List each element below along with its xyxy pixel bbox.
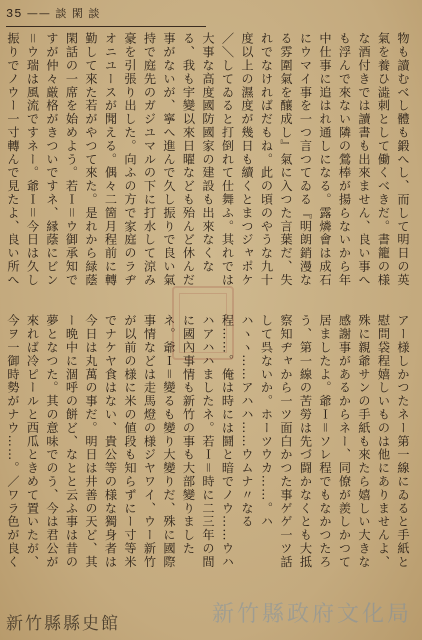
seal-stamp [172, 286, 234, 360]
seal-stamp-inner [179, 293, 227, 353]
page-header [6, 4, 206, 27]
watermark-text: 新竹縣政府文化局 [211, 602, 412, 627]
upper-text-block: 物も讀むべし體も鍛へし、而して明日の英氣を養ひ澁刺として働くべきだ。書籠の様な酒付きでは讀書も出來ません、良い事へも浮んで來ない隣の鶯棒が揚らないから年中仕事に追はれ通しになる。露燐會は成石にウマイ事を一つ言つてゐる『明朗銷漫なる雰圍氣を釀成し』氣に入つた言葉だ、失れでなければだもね。此の頃のやうな九十度以上の濕度が幾日も續くとまつジャポケ／＼してゐると打倒れて仕舞ふ。其れでは大事な高度國防國家の建設も出來なくなる、我も宇變以來日曜なども殆んど休んだ事がないが、寧へ進んで久し振りで良い氣持で庭先のガジユマルの下に打水して涼み豪を引張り出した。向ふの方で家庭のラヂオニユースが聞える。偶々二箇月程前に轉勤して來た若がやつて來た。是れから緑蔭閑話の一席を始めよう。若Ｉ＝ウ御承知ですが仲々厳格がきついですネ、縁蔭にビン＝ウ瑞は風流ですネー。爺Ｉ＝今日は久し振りでノウー一寸轉んで見たよ、良い所へ [6, 32, 410, 287]
page-number: 35 [6, 7, 23, 21]
header-title: —— 談 閑 談 [26, 7, 101, 20]
library-stamp: 新竹縣縣史館 [6, 614, 120, 634]
lower-text-block: アー様しかつたネー第一線にゐると手紙と慰問袋程嬉しいものは他にありませんよ、殊に親爺サンの手紙も來たら嬉しい大きな感謝事があるからネー、同僚が羨しかつて居ましたよ。爺Ｉ＝ソレ程でもなかつたろう、第一線の苦勞は先づ闘かなくとも大抵察知ヂャから一ツ面白かつた事ゲゲ一ツ話して呉ないか。ホーツウカ……。ハハヽヽ……アハハ……ウムナ〃なる程……。俺は時には鬪と暗でノウ……ウハハアハハましたネ。若Ｉ＝時に二三年の間に國內事情も新竹の事も大部變りましたネ。爺Ｉ＝變るも變り大變りだ、殊に國際事情などは走馬燈の様ジヤワイ、ウー新竹が以前の様に米の値段も知らずにー寸等米でナケヤ食はない、貴公等の様な獨身者は今日は丸萬の事だ。明日は井善の天ど、其ー晩中に涸呼の餅ど、なとと云ふ事は昔の夢となつた。其の意味でのう、今は君公が來れば冷ピールと西瓜ときめて置いたが、今ヲ一御時勢がナウ……。／ワラ色が良く [6, 314, 410, 569]
